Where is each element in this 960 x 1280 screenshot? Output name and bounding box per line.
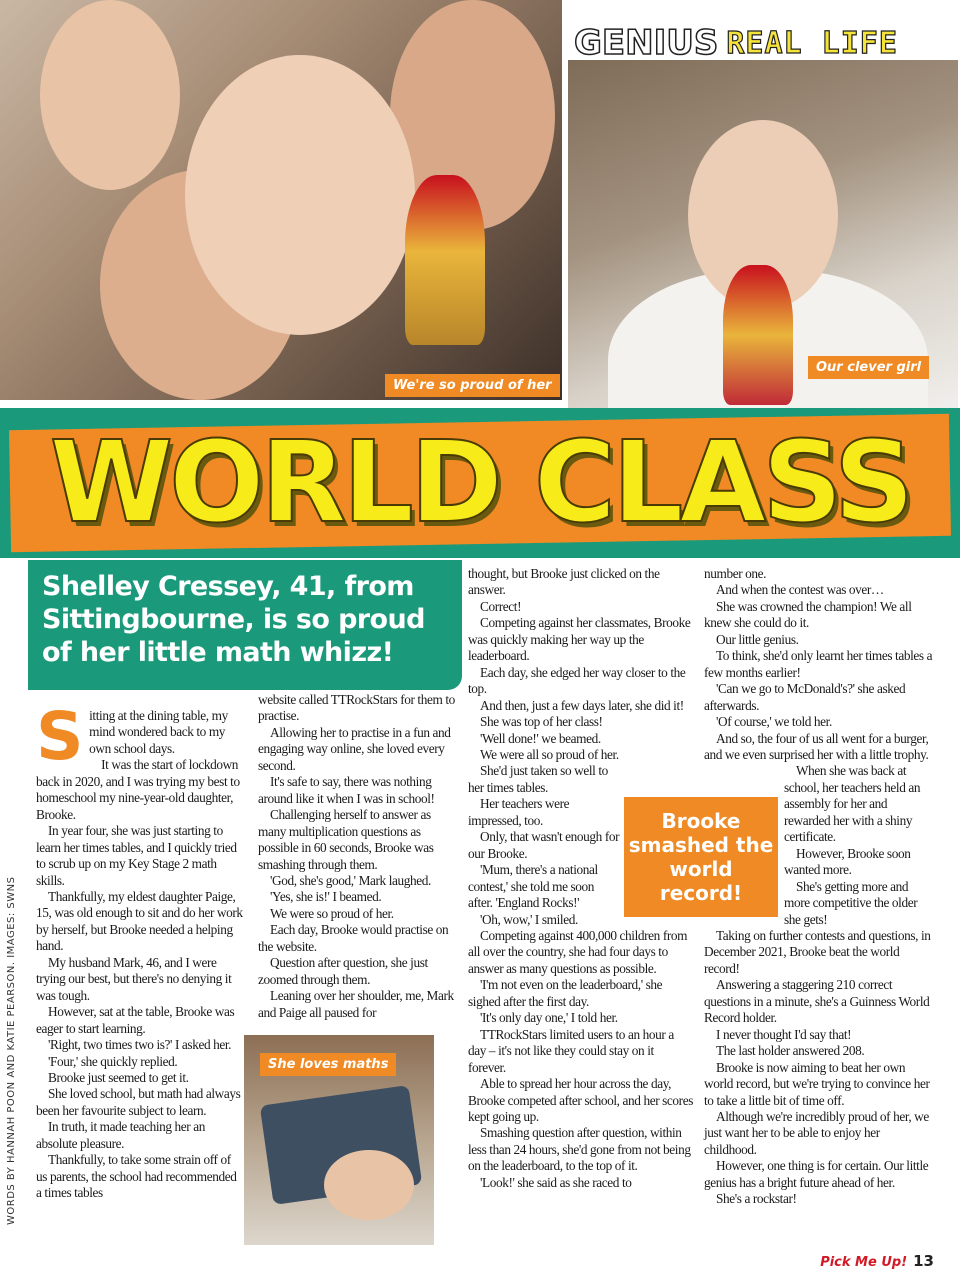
paragraph: Able to spread her hour across the day, Brooke competed after school, and her scores kept going up. (468, 1076, 693, 1124)
paragraph: She was crowned the champion! We all knew she could do it. (704, 598, 912, 631)
photo-shape (324, 1150, 414, 1220)
paragraph: Only, that wasn't enough for our Brooke. (468, 829, 620, 861)
pull-quote-text: Brooke smashed the world record! (628, 809, 774, 905)
paragraph: However, Brooke soon wanted more. (784, 845, 911, 878)
paragraph: 'Four,' she quickly replied. (48, 1053, 178, 1069)
paragraph: However, one thing is for certain. Our little genius has a bright future ahead of her. (704, 1158, 929, 1190)
paragraph: And so, the four of us all went for a burger, and we even surprised her with a little trophy. (704, 730, 929, 762)
caption-maths: She loves maths (260, 1053, 396, 1076)
paragraph: 'Oh, wow,' I smiled. (480, 911, 578, 927)
paragraph: 'Mum, there's a national contest,' she told me soon after. 'England Rocks!' (468, 862, 598, 911)
paragraph: And then, just a few days later, she did it! (480, 697, 684, 713)
paragraph: Taking on further contests and questions, in December 2021, Brooke beat the world record! (704, 927, 931, 976)
paragraph: Her teachers were impressed, too. (468, 796, 570, 828)
paragraph: 'God, she's good,' Mark laughed. (270, 872, 431, 888)
article-column-1 (36, 698, 244, 1202)
paragraph: Smashing question after question, within less than 24 hours, she'd gone from not being on the leaderboard, to the top of it. (468, 1125, 691, 1174)
paragraph: Thankfully, my eldest daughter Paige, 15, was old enough to sit and do her work by herself, but Brooke needed a helping hand. (36, 888, 243, 954)
paragraph: Correct! (480, 598, 522, 614)
paragraph: To think, she'd only learnt her times tables a few months earlier! (704, 648, 933, 680)
paragraph: itting at the dining table, my mind wondered back to my own school days. (89, 708, 228, 756)
photo-credit: WORDS BY HANNAH POON AND KATIE PEARSON. IMAGES: SWNS (6, 876, 17, 1225)
paragraph: She's a rockstar! (716, 1191, 797, 1207)
paragraph: And when the contest was over… (716, 582, 884, 598)
header-real-life: REAL LIFE (726, 25, 898, 61)
paragraph: Competing against 400,000 children from all over the country, she had four days to answer as many questions as possible. (468, 927, 688, 976)
paragraph: Question after question, she just zoomed through them. (258, 955, 428, 987)
paragraph: 'It's only day one,' I told her. (480, 1010, 618, 1026)
pull-quote (624, 797, 778, 917)
paragraph: number one. (704, 566, 767, 581)
page-number: 13 (913, 1252, 934, 1270)
paragraph: However, sat at the table, Brooke was eager to start learning. (36, 1004, 235, 1036)
paragraph: My husband Mark, 46, and I were trying our best, but there's no denying it was tough. (36, 954, 232, 1003)
paragraph: 'I'm not even on the leaderboard,' she sighed after the first day. (468, 977, 663, 1009)
paragraph: Challenging herself to answer as many multiplication questions as possible in 60 seconds, Brooke was smashing through them. (258, 807, 434, 872)
trophy-shape (723, 265, 793, 405)
paragraph: Competing against her classmates, Brooke was quickly making her way up the leaderboard. (468, 615, 691, 664)
paragraph: I never thought I'd say that! (716, 1026, 852, 1042)
paragraph: Allowing her to practise in a fun and engaging way online, she loved every second. (258, 724, 451, 773)
paragraph: Our little genius. (716, 631, 799, 647)
paragraph: Each day, she edged her way closer to the top. (468, 664, 686, 697)
paragraph: In truth, it made teaching her an absolute pleasure. (36, 1119, 206, 1151)
section-header (574, 20, 944, 66)
paragraph: 'Yes, she is!' I beamed. (270, 889, 382, 905)
paragraph: Brooke is now aiming to beat her own world record, but we're trying to convince her to take a little bit of time off. (704, 1059, 930, 1108)
header-genius: GENIUS (574, 23, 719, 63)
paragraph: Although we're incredibly proud of her, we just want her to be able to enjoy her childhood. (704, 1108, 929, 1157)
photo-shape (40, 0, 180, 190)
standfirst-box (28, 560, 462, 690)
caption-proud: We're so proud of her (385, 374, 560, 397)
paragraph: 'Look!' she said as she raced to (480, 1174, 632, 1190)
family-photo (0, 0, 562, 400)
paragraph: In year four, she was just starting to learn her times tables, and I quickly tried to scrub up on my Key Stage 2 math skills. (36, 823, 237, 888)
paragraph: Brooke just seemed to get it. (48, 1069, 189, 1085)
paragraph: Each day, Brooke would practise on the website. (258, 922, 449, 954)
paragraph: She'd just taken so well to her times tables. (468, 763, 608, 795)
paragraph: Thankfully, to take some strain off of us parents, the school had recommended a times tables (36, 1152, 237, 1201)
article-column-2 (258, 692, 458, 1021)
paragraph: 'Right, two times two is?' I asked her. (48, 1037, 232, 1053)
paragraph: The last holder answered 208. (716, 1043, 865, 1059)
paragraph: 'Of course,' we told her. (716, 714, 832, 730)
paragraph: Answering a staggering 210 correct questions in a minute, she's a Guinness World Record holder. (704, 977, 930, 1026)
paragraph: We were all so proud of her. (480, 746, 619, 762)
paragraph: website called TTRockStars for them to practise. (258, 692, 455, 724)
photo-shape (185, 55, 415, 335)
paragraph: We were so proud of her. (270, 905, 394, 921)
drop-cap: S (36, 698, 84, 775)
paragraph: Leaning over her shoulder, me, Mark and Paige all paused for (258, 988, 454, 1020)
paragraph: She's getting more and more competitive the older she gets! (784, 878, 918, 927)
page-footer (820, 1252, 934, 1270)
standfirst: Shelley Cressey, 41, from Sittingbourne, is so proud of her little math whizz! (42, 571, 425, 668)
paragraph: She was top of her class! (480, 714, 603, 730)
paragraph: 'Can we go to McDonald's?' she asked afterwards. (704, 681, 906, 713)
headline: WORLD CLASS (49, 418, 911, 548)
caption-clever: Our clever girl (808, 356, 929, 379)
paragraph: It was the start of lockdown back in 2020, and I was trying my best to homeschool my nine-year-old daughter, Brooke. (36, 757, 240, 822)
paragraph: It's safe to say, there was nothing around like it when I was in school! (258, 774, 435, 806)
paragraph: 'Well done!' we beamed. (480, 730, 601, 746)
paragraph: thought, but Brooke just clicked on the answer. (468, 566, 660, 598)
paragraph: TTRockStars limited users to an hour a day – it's not like they could stay on it forever. (468, 1026, 674, 1075)
trophy-shape (405, 175, 485, 345)
paragraph: She loved school, but math had always been her favourite subject to learn. (36, 1086, 241, 1118)
magazine-brand: Pick Me Up! (820, 1255, 908, 1270)
paragraph: When she was back at school, her teachers held an assembly for her and rewarded her with a shiny certificate. (784, 763, 921, 845)
